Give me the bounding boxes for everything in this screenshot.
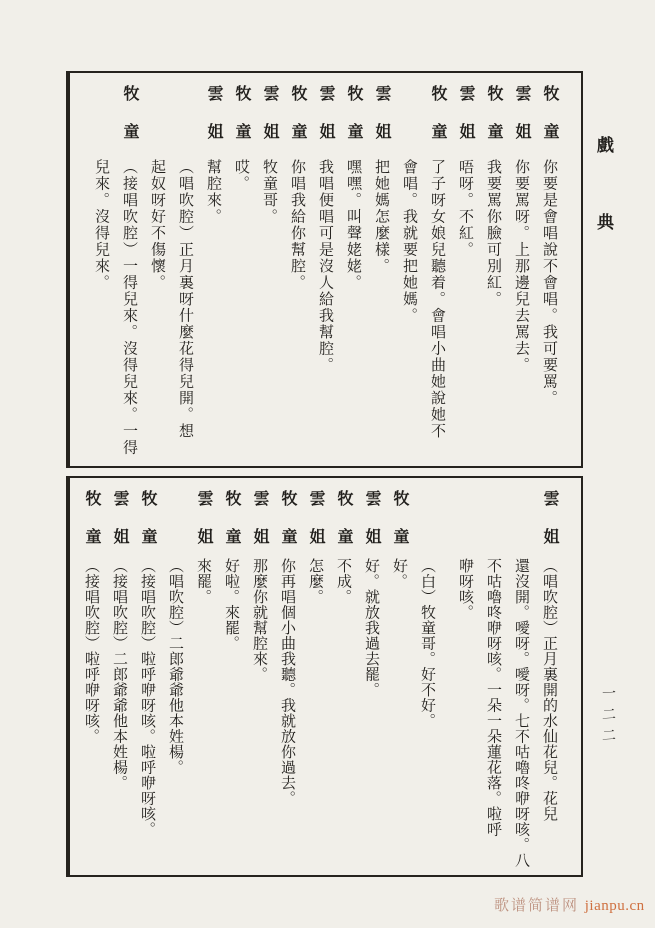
book-title-margin: 戲典 <box>594 136 613 290</box>
speaker-label: 雲姐 <box>317 85 334 161</box>
speaker-label: 牧童 <box>335 490 352 566</box>
dialogue-column: 咿呀咳。 <box>457 558 473 620</box>
dialogue-column: 不成。 <box>335 558 351 605</box>
speaker-label: 牧童 <box>429 85 446 161</box>
dialogue-column: 哎。 <box>233 159 249 192</box>
watermark-site-name: 歌谱简谱网 <box>494 898 580 914</box>
dialogue-column: 不咕嚕咚咿呀咳。一朵一朵蓮花落。啦呼 <box>485 558 501 837</box>
speaker-label: 牧童 <box>279 490 296 566</box>
dialogue-column: ︵接唱吹腔︶啦呼咿呀咳。啦呼咿呀咳。 <box>139 558 155 837</box>
dialogue-column: 好。 <box>391 558 407 589</box>
dialogue-column: 你唱我給你幫腔。 <box>289 159 305 291</box>
speech <box>357 478 385 875</box>
watermark-site-url: jianpu.cn <box>584 898 645 914</box>
dialogue-column: ︵接唱吹腔︶一得兒來。沒得兒來。一得 <box>121 159 137 456</box>
speaker-label: 牧童 <box>121 85 138 161</box>
dialogue-column: ︵接唱吹腔︶啦呼咿呀咳。 <box>83 558 99 744</box>
speech <box>227 73 255 466</box>
speech <box>143 73 227 466</box>
dialogue-column: ︵唱吹腔︶正月裏開的水仙花兒。花兒 <box>541 558 557 822</box>
dialogue-column: 把她媽怎麼樣。 <box>373 159 389 275</box>
speaker-label: 牧童 <box>233 85 250 161</box>
dialogue-column: 好。就放我過去罷。 <box>363 558 379 698</box>
bottom-text-box <box>66 476 583 877</box>
dialogue-column: 那麼你就幫腔來。 <box>251 558 267 682</box>
speaker-label: 雲姐 <box>373 85 390 161</box>
speech <box>161 478 217 875</box>
speech <box>217 478 245 875</box>
speech <box>283 73 311 466</box>
top-box-vertical-flow <box>70 73 581 466</box>
speech <box>311 73 339 466</box>
speech <box>535 73 563 466</box>
speech <box>77 478 105 875</box>
dialogue-column: 我唱便唱可是沒人給我幫腔。 <box>317 159 333 374</box>
speech <box>339 73 367 466</box>
speaker-label: 牧童 <box>541 85 558 161</box>
page-number: 一二二 <box>600 685 615 750</box>
dialogue-column: 你再唱個小曲我聽。我就放你過去。 <box>279 558 295 806</box>
speech <box>451 73 479 466</box>
dialogue-column: 來罷。 <box>195 558 211 605</box>
speech <box>301 478 329 875</box>
dialogue-column: ︵唱吹腔︶二郎爺爺他本姓楊。 <box>167 558 183 775</box>
dialogue-column: 還沒開。噯呀。噯呀。七不咕嚕咚咿呀咳。八 <box>513 558 529 868</box>
speech <box>367 73 395 466</box>
speaker-label: 雲姐 <box>513 85 530 161</box>
speaker-label: 牧童 <box>391 490 408 566</box>
speaker-label: 牧童 <box>83 490 100 566</box>
watermark <box>494 894 645 915</box>
dialogue-column: 好啦。來罷。 <box>223 558 239 651</box>
speech <box>507 73 535 466</box>
dialogue-column: ︵接唱吹腔︶二郎爺爺他本姓楊。 <box>111 558 127 791</box>
speaker-label: 雲姐 <box>205 85 222 161</box>
speaker-label: 雲姐 <box>111 490 128 566</box>
dialogue-column: 你要罵呀。上那邊兒去罵去。 <box>513 159 529 374</box>
dialogue-column: ︵白︶牧童哥。好不好。 <box>419 558 435 729</box>
dialogue-column: 起奴呀好不傷懷。 <box>149 159 165 291</box>
dialogue-column: 唔呀。不紅。 <box>457 159 473 258</box>
speaker-label: 雲姐 <box>363 490 380 566</box>
dialogue-column: 幫腔來。 <box>205 159 221 225</box>
speaker-label: 牧童 <box>345 85 362 161</box>
speech <box>329 478 357 875</box>
speaker-label: 雲姐 <box>457 85 474 161</box>
top-text-box <box>66 71 583 468</box>
speech <box>133 478 161 875</box>
speech <box>413 478 563 875</box>
speaker-label: 牧童 <box>139 490 156 566</box>
speech <box>273 478 301 875</box>
bottom-box-vertical-flow <box>70 478 581 875</box>
speaker-label: 牧童 <box>289 85 306 161</box>
speech <box>385 478 413 875</box>
dialogue-column: 會唱。我就要把她媽。 <box>401 159 417 324</box>
dialogue-column: 怎麼。 <box>307 558 323 605</box>
speaker-label: 雲姐 <box>307 490 324 566</box>
dialogue-column: 我要罵你臉可別紅。 <box>485 159 501 308</box>
speech <box>479 73 507 466</box>
speaker-label: 牧童 <box>223 490 240 566</box>
dialogue-column: ︵唱吹腔︶正月裏呀什麼花得兒開。想 <box>177 159 193 440</box>
dialogue-column: 兒來。沒得兒來。 <box>93 159 109 291</box>
speech <box>105 478 133 875</box>
speaker-label: 牧童 <box>485 85 502 161</box>
speaker-label: 雲姐 <box>195 490 212 566</box>
dialogue-column: 你要是會唱說不會唱。我可要罵。 <box>541 159 557 407</box>
speech <box>255 73 283 466</box>
dialogue-column: 牧童哥。 <box>261 159 277 225</box>
dialogue-column: 嘿嘿。叫聲姥姥。 <box>345 159 361 291</box>
speech <box>395 73 451 466</box>
dialogue-column: 了子呀女娘兒聽着。會唱小曲她說她不 <box>429 159 445 440</box>
speaker-label: 雲姐 <box>541 490 558 566</box>
speaker-label: 雲姐 <box>251 490 268 566</box>
speech <box>245 478 273 875</box>
speech <box>87 73 143 466</box>
speaker-label: 雲姐 <box>261 85 278 161</box>
